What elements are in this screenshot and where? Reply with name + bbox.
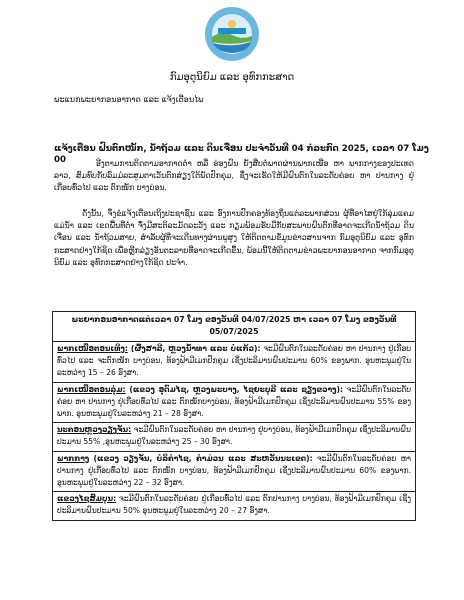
logo-band xyxy=(218,28,246,34)
ministry-logo xyxy=(204,6,260,62)
region-forecast: ຈະມີຝົນຕົກໃນລະດັບຄ່ອຍ ຫາ ປານກາງ ຢູ່ເກືອບທົ່ວໄປ ແລະ ຕົກໜັກ ບາງບ່ອນ, ທ້ອງຟ້າມີເມກປົກຄຸມ ເຊິ່ງປະລິມານຝົນປະມານ 60% ຂອງພາກ. ອຸນຫະພູມຢູ່ໃນລະຫວ່າງ 22 – 32 ອົງສາ. xyxy=(57,453,411,488)
forecast-table xyxy=(52,311,416,521)
region-forecast: ຈະມີຝົນຕົກໃນລະດັບຄ່ອຍ ຫາ ປານກາງ ຢູ່ເກືອບທົ່ວໄປ ແລະ ຕົກໜັກບາງບ່ອນ, ທ້ອງຟ້າມີເມກປົກຄຸມ ເຊິ່ງປະລິມານຝົນປະມານ 55% ຂອງພາກ. ອຸນຫະພູມຢູ່ໃນລະຫວ່າງ 21 – 28 ອົງສາ. xyxy=(57,384,411,419)
forecast-row-central xyxy=(53,452,415,493)
region-provinces: (ແຂວງ ວຽງຈັນ, ບໍລິຄຳໄຊ, ຄຳມ່ວນ ແລະ ສະຫວັນນະເຂດ): xyxy=(89,453,313,463)
region-forecast: ຈະມີຝົນຕົກໃນລະດັບຄ່ອຍ ຫາ ປານກາງ ຢູ່ເກືອບທົ່ວໄປ ແລະ ຈະຕົກໜັກ ບາງບ່ອນ, ທ້ອງຟ້າມີເມກປົກຄຸມ ເຊິ່ງປະລິມານຝົນປະມານ 60% ຂອງພາກ. ອຸນຫະພູມຢູ່ໃນລະຫວ່າງ 15 – 26 ອົງສາ. xyxy=(57,344,412,378)
logo-sun xyxy=(228,20,236,28)
paragraph-advisory: ດັ່ງນັ້ນ, ຈຶ່ງຂໍແຈ້ງເຕືອນເຖິງປະຊາຊົນ ແລະ ອົງການປົກຄອງທ້ອງຖິ່ນແຕ່ລະພາກສ່ວນ ຜູ້ທີ່ອາໄສຢູ່ໃກ້ລຸ່ມແຄມແມ່ນ້ຳ ແລະ ເຂດພື້ນທີ່ຕ່ຳ ຈົ່ງມີສະຕິລະມັດລະວັງ ແລະ ກຽມພ້ອມຮັບມືກັບສະພາບຝົນຕົກທີ່ອາດຈະເກີດນ້ຳຖ້ວມ ດິນເຈື່ອນ ແລະ ນ້ຳຖ້ວມສາຍ, ສຳລັບຜູ້ທີ່ຈະເດີນທາງຜ່ານພູສູງ ໃຫ້ຕິດຕາມຂໍ້ມູນຂ່າວສານຈາກ ກົມອຸຕຸນິຍົມ ແລະ ອຸທົກກະສາດຢ່າງໃກ້ຊິດ ເພື່ອຫຼີກລ່ຽງອັນຕະລາຍທີ່ອາດຈະເກີດຂຶ້ນ, ພ້ອມນີ້ໃຫ້ຕິດຕາມຂ່າວພະຍາກອນອາກາດ ຈາກກົມອຸຕຸນິຍົມ ແລະ ອຸທົກກະສາດຢ່າງໃກ້ຊິດ ປະຈຳ. xyxy=(54,209,414,267)
forecast-title: ພະຍາກອນອາກາດແຕ່ເວລາ 07 ໂມງ ຂອງວັນທີ 04/07/2025 ຫາ ເວລາ 07 ໂມງ ຂອງວັນທີ 05/07/2025 xyxy=(53,312,415,342)
region-name: ນະຄອນຫຼວງວຽງຈັນ: xyxy=(57,425,132,435)
ministry-name: ກົມອຸຕຸນິຍົມ ແລະ ອຸທົກກະສາດ xyxy=(169,72,295,83)
forecast-row-vientiane-capital xyxy=(53,423,415,451)
region-name: ພາກກາງ xyxy=(57,453,90,463)
warning-headline: ແຈ້ງເຕືອນ ຝົນຕົກໜັກ, ນ້ຳຖ້ວມ ແລະ ດິນເຈື່ອນ ປະຈຳວັນທີ 04 ກໍລະກົດ 2025, ເວລາ 07 ໂມງ 00 xyxy=(54,144,429,165)
forecast-row-north-upper xyxy=(53,342,415,383)
region-name: ພາກເໜືອຕອນເທິງ: xyxy=(57,344,128,353)
paragraph-situation: ອີງຕາມການຕິດຕາມອາກາດຕໍ່າ ຫລື ຮ່ອງຝົນ ຍັງສືບຕໍ່ພາດຜ່ານພາກເໜືອ ຫາ ພາກກາງຂອງປະເທດລາວ, ສົມທົບກັບລົມມໍລະສູມຕາເວັນຕົກສ່ຽງໃຕ້ພັດປົກຄຸມ, ຊຶ່ງຈະເຮັດໃຫ້ມີຝົນຕົກໃນລະດັບຄ່ອຍ ຫາ ປານກາງ ຢູ່ເກືອບທົ່ວໄປ ແລະ ຕົກໜັກ ບາງບ່ອນ. xyxy=(54,159,414,193)
region-name: ແຂວງໄຊສົມບູນ: xyxy=(57,494,117,504)
forecast-row-xaisomboun xyxy=(53,492,415,519)
region-forecast: ຈະມີຝົນຕົກໃນລະດັບຄ່ອຍ ຫາ ປານກາງ ຢູ່ບາງບ່ອນ, ທ້ອງຟ້າມີເມກປົກຄຸມ ເຊິ່ງປະລິມານຝົນປະມານ 55% ,ອຸນຫະພູມຢູ່ໃນລະຫວ່າງ 25 – 30 ອົງສາ. xyxy=(57,425,411,447)
region-name: ພາກເໜືອຕອນລຸ່ມ: xyxy=(57,384,126,394)
region-forecast: ຈະມີຝົນຕົກໃນລະດັບຄ່ອຍ ຢູ່ເກືອບທົ່ວໄປ ແລະ ຕົກປານກາງ ບາງບ່ອນ, ທ້ອງຟ້າມີເມກປົກຄຸມ ເຊິ່ງປະລິມານຝົນປະມານ 50% ອຸນຫະພູມຢູ່ໃນລະຫວ່າງ 20 – 27 ອົງສາ. xyxy=(57,494,411,516)
forecast-row-north-lower xyxy=(53,383,415,424)
region-provinces: (ແຂວງ ອຸດົມໄຊ, ຫຼວງພະບາງ, ໄຊຍະບູລີ ແລະ ຊຽງຂວາງ): xyxy=(125,384,344,394)
department-name: ພະແນກພະຍາກອນອາກາດ ແລະ ແຈ້ງເຕືອນໄພ xyxy=(54,95,204,104)
region-provinces: (ຜົ້ງສາລີ, ຫຼວງນ້ຳທາ ແລະ ບໍ່ແກ້ວ): xyxy=(127,344,261,353)
